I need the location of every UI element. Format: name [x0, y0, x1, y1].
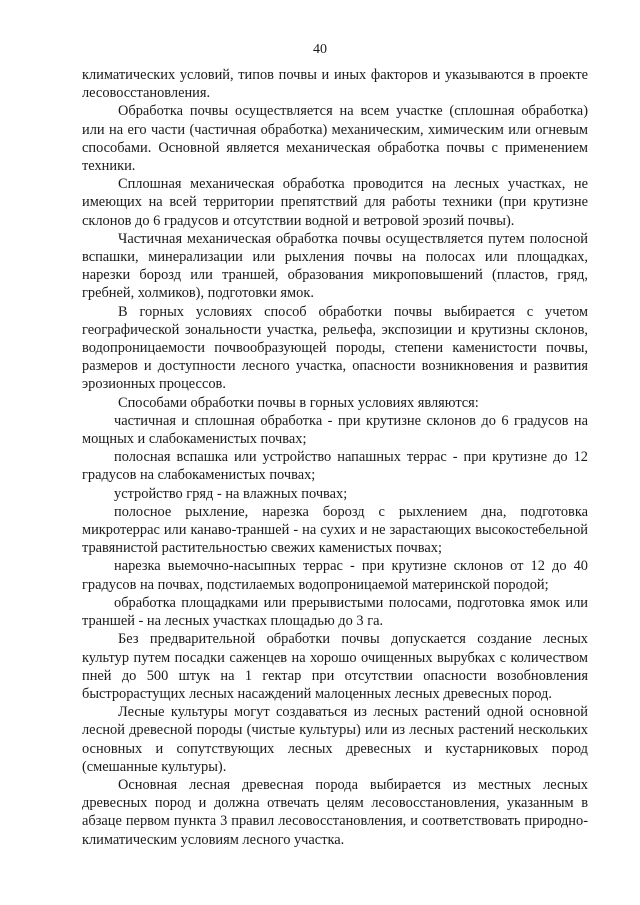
page-number: 40	[313, 42, 327, 57]
paragraph: Лесные культуры могут создаваться из лесных растений одной основной лесной древесной породы (чистые культуры) или из лесных растений нескольких основных и сопутствующих лесных древесных и кустарниковых пород (смешанные культуры).	[82, 704, 588, 775]
paragraph: Без предварительной обработки почвы допускается создание лесных культур путем посадки саженцев на хорошо очищенных вырубках с количеством пней до 500 штук на 1 гектар при отсутствии опасности возобновления быстрорастущих лесных насаждений малоценных лесных древесных пород.	[82, 631, 588, 702]
list-item: устройство гряд - на влажных почвах;	[114, 485, 348, 502]
list-item: нарезка выемочно-насыпных террас - при крутизне склонов от 12 до 40 градусов на почвах, подстилаемых водопроницаемой материнской породой;	[82, 558, 588, 593]
paragraph: Основная лесная древесная порода выбирается из местных лесных древесных пород и должна отвечать целям лесовосстановления, указанным в абзаце первом пункта 3 правил лесовосстановления, и соответствовать природно-климатическим условиям лесного участка.	[82, 776, 588, 848]
paragraph: Сплошная механическая обработка проводится на лесных участках, не имеющих на всей территории препятствий для работы техники (при крутизне склонов до 6 градусов и отсутствии водной и ветровой эрозий почвы).	[82, 176, 588, 229]
list-item: обработка площадками или прерывистыми полосами, подготовка ямок или траншей - на лесных участках площадью до 3 га.	[82, 594, 588, 630]
list-item: полосная вспашка или устройство напашных террас - при крутизне до 12 градусов на слабокаменистых почвах;	[82, 449, 588, 484]
paragraph: Способами обработки почвы в горных условиях являются:	[118, 394, 479, 411]
paragraph: Обработка почвы осуществляется на всем участке (сплошная обработка) или на его части (частичная обработка) механическим, химическим или огневым способами. Основной является механическая обработка почвы с применением техники.	[82, 103, 588, 175]
paragraph: Частичная механическая обработка почвы осуществляется путем полосной вспашки, минерализации или рыхления почвы на полосах или площадках, нарезки борозд или траншей, образования микроповышений (пластов, гряд, гребней, холмиков), подготовки ямок.	[82, 230, 588, 302]
page-body	[82, 66, 588, 849]
list-item: полосное рыхление, нарезка борозд с рыхлением дна, подготовка микротеррас или канаво-траншей - на сухих и не зарастающих высокостебельной травянистой растительностью свежих каменистых почвах;	[82, 503, 588, 557]
list-item: частичная и сплошная обработка - при крутизне склонов до 6 градусов на мощных и слабокаменистых почвах;	[82, 412, 588, 448]
paragraph: В горных условиях способ обработки почвы выбирается с учетом географической зональности участка, рельефа, экспозиции и крутизны склонов, водопроницаемости почвообразующей породы, степени каменистости почвы, размеров и доступности лесного участка, опасности возникновения и развития эрозионных процессов.	[82, 303, 588, 393]
paragraph: климатических условий, типов почвы и иных факторов и указываются в проекте лесовосстановления.	[82, 67, 588, 102]
